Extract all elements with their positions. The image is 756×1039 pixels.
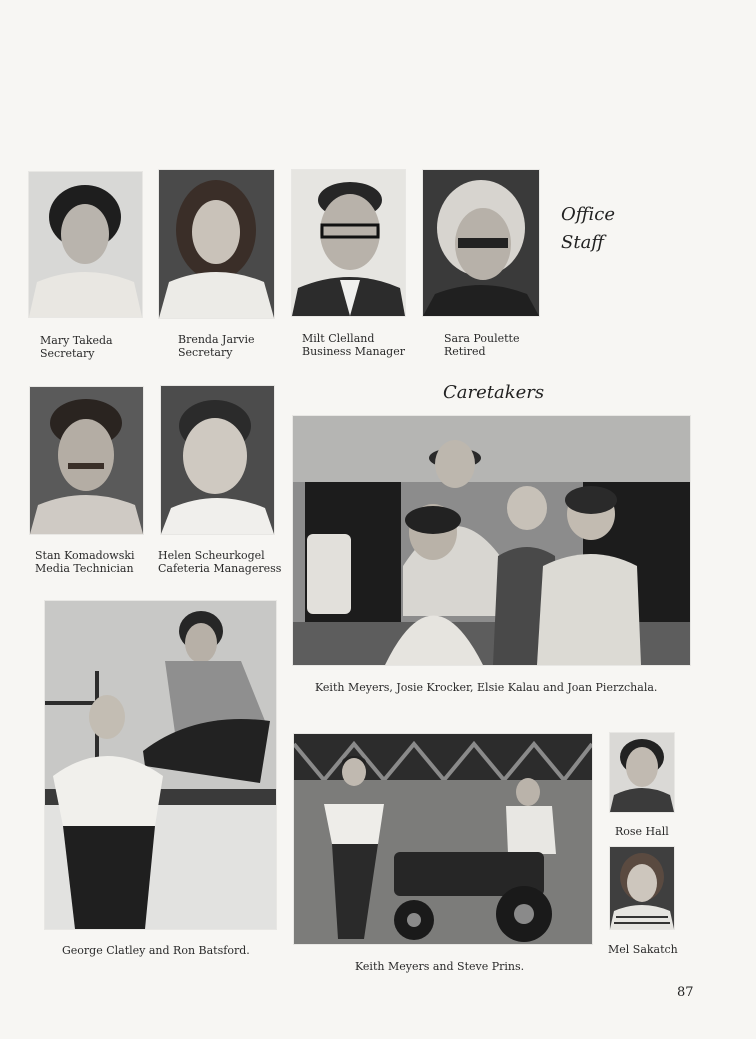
caption-brenda-jarvie	[178, 333, 255, 359]
caption-helen-scheurkogel	[158, 549, 281, 575]
photo-mel-sakatch	[610, 847, 674, 929]
caption-mary-takeda	[40, 334, 113, 360]
photo-stan-komadowski	[30, 387, 143, 534]
caption-title: Business Manager	[302, 345, 405, 358]
caption-name: Helen Scheurkogel	[158, 549, 265, 562]
photo-caretakers-group	[293, 416, 690, 665]
page-number: 87	[677, 985, 694, 1000]
photo-mary-takeda	[29, 172, 142, 317]
heading-caretakers: Caretakers	[443, 382, 545, 403]
heading-office-line1: Office	[561, 204, 615, 225]
caption-rose-hall: Rose Hall	[615, 825, 669, 838]
caption-keith-steve: Keith Meyers and Steve Prins.	[355, 960, 525, 973]
caption-george-ron: George Clatley and Ron Batsford.	[62, 944, 250, 957]
caption-name: Stan Komadowski	[35, 549, 135, 562]
caption-stan-komadowski	[35, 549, 135, 575]
photo-milt-clelland	[292, 170, 405, 316]
caption-title: Media Technician	[35, 562, 134, 575]
photo-helen-scheurkogel	[161, 386, 274, 534]
heading-office-staff	[561, 201, 615, 257]
caption-milt-clelland	[302, 332, 405, 358]
caption-title: Secretary	[178, 346, 233, 359]
caption-mel-sakatch: Mel Sakatch	[608, 943, 678, 956]
caption-title: Retired	[444, 345, 486, 358]
photo-brenda-jarvie	[159, 170, 274, 318]
caption-name: Brenda Jarvie	[178, 333, 255, 346]
photo-rose-hall	[610, 733, 674, 812]
caption-title: Secretary	[40, 347, 95, 360]
photo-keith-steve	[294, 734, 592, 944]
caption-name: Mary Takeda	[40, 334, 113, 347]
caption-name: Sara Poulette	[444, 332, 520, 345]
photo-sara-poulette	[423, 170, 539, 316]
caption-title: Cafeteria Manageress	[158, 562, 282, 575]
caption-sara-poulette	[444, 332, 519, 358]
photo-george-ron	[45, 601, 276, 929]
heading-office-line2: Staff	[561, 232, 605, 253]
caption-name: Milt Clelland	[302, 332, 375, 345]
caption-caretakers-group: Keith Meyers, Josie Krocker, Elsie Kalau and Joan Pierzchala.	[315, 681, 658, 694]
